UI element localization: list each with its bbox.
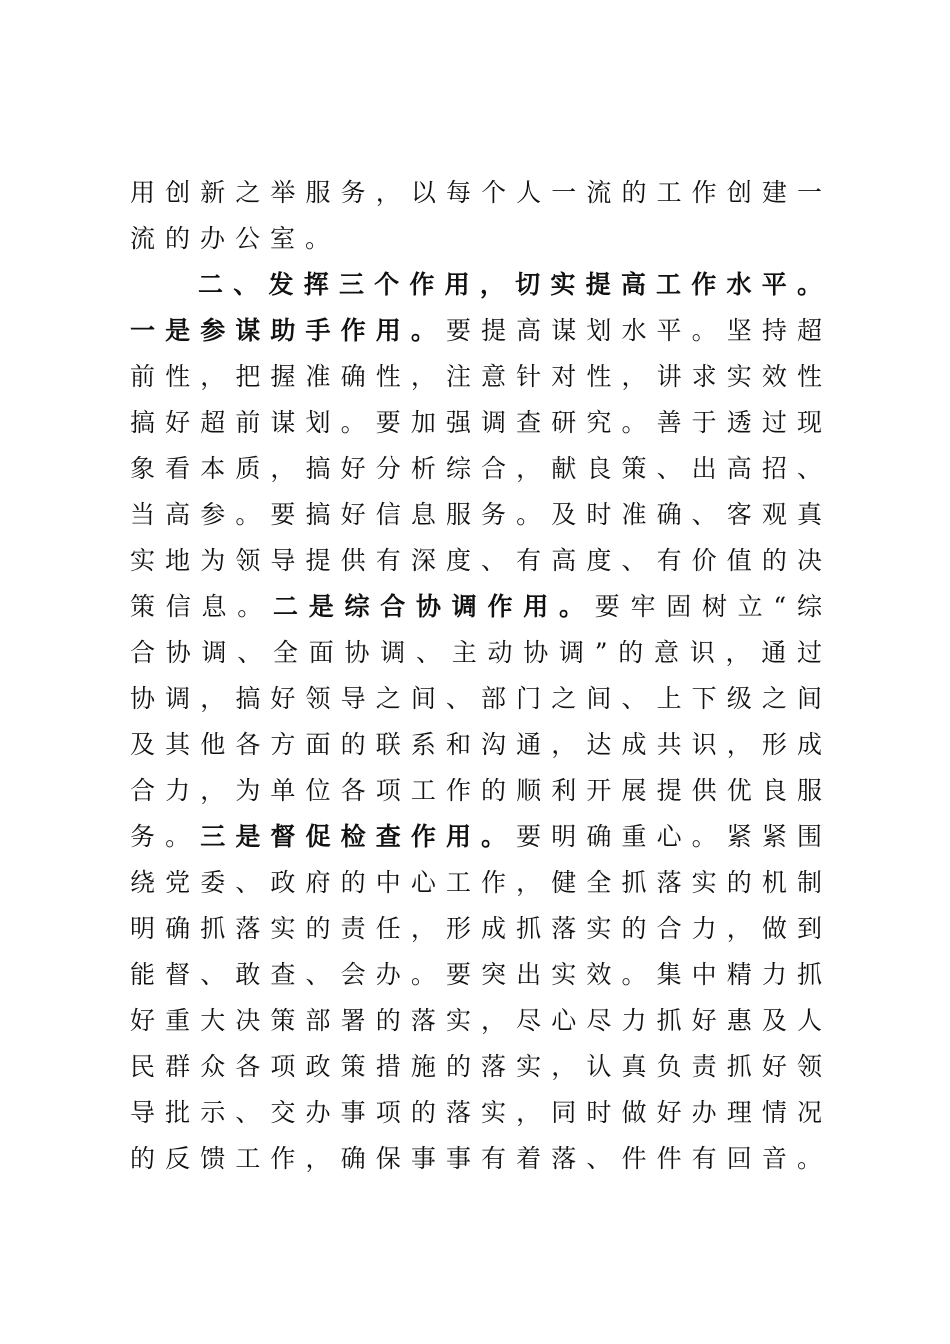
text-line-18 — [130, 952, 822, 998]
text-line-2 — [130, 216, 822, 262]
text-segment: 象看本质，搞好分析综合，献良策、出高招、 — [130, 454, 822, 483]
text-line-12 — [130, 676, 822, 722]
text-segment: 当高参。要搞好信息服务。及时准确、客观真 — [130, 500, 822, 529]
text-segment: 合力，为单位各项工作的顺利开展提供优良服 — [130, 776, 822, 805]
text-segment: 务。 — [130, 822, 201, 851]
text-line-13 — [130, 722, 822, 768]
text-segment: 协调，搞好领导之间、部门之间、上下级之间 — [130, 684, 822, 713]
text-line-22 — [130, 1136, 822, 1182]
text-line-9 — [130, 538, 822, 584]
text-segment: 前性，把握准确性，注意针对性，讲求实效性 — [130, 362, 822, 391]
text-line-17 — [130, 906, 822, 952]
text-line-14 — [130, 768, 822, 814]
text-segment: 绕党委、政府的中心工作，健全抓落实的机制 — [130, 868, 822, 897]
text-segment: 策信息。 — [130, 592, 273, 621]
text-line-11 — [130, 630, 822, 676]
subheading-text: 三是督促检查作用。 — [200, 822, 517, 851]
text-segment: 实地为领导提供有深度、有高度、有价值的决 — [130, 546, 822, 575]
text-segment: 民群众各项政策措施的落实，认真负责抓好领 — [130, 1052, 822, 1081]
text-segment: 及其他各方面的联系和沟通，达成共识，形成 — [130, 730, 822, 759]
text-line-21 — [130, 1090, 822, 1136]
text-segment: 合协调、全面协调、主动协调”的意识，通过 — [130, 638, 822, 667]
text-segment: 要明确重心。紧紧围 — [516, 822, 822, 851]
text-segment: 要提高谋划水平。坚持超 — [445, 316, 822, 345]
text-line-20 — [130, 1044, 822, 1090]
text-segment: 导批示、交办事项的落实，同时做好办理情况 — [130, 1098, 822, 1127]
text-segment: 好重大决策部署的落实，尽心尽力抓好惠及人 — [130, 1006, 822, 1035]
text-line-6 — [130, 400, 822, 446]
heading-text: 二、发挥三个作用，切实提高工作水平。 — [198, 270, 822, 299]
text-line-1 — [130, 170, 822, 216]
text-line-7 — [130, 446, 822, 492]
text-segment: 的反馈工作，确保事事有着落、件件有回音。 — [130, 1144, 822, 1173]
text-segment: 流的办公室。 — [130, 224, 341, 253]
text-line-8 — [130, 492, 822, 538]
text-line-15 — [130, 814, 822, 860]
text-line-5 — [130, 354, 822, 400]
text-segment: 用创新之举服务，以每个人一流的工作创建一 — [130, 178, 822, 207]
text-segment: 要牢固树立“综 — [594, 592, 822, 621]
subheading-text: 一是参谋助手作用。 — [130, 316, 446, 345]
subheading-text: 二是综合协调作用。 — [272, 592, 595, 621]
text-line-16 — [130, 860, 822, 906]
text-line-19 — [130, 998, 822, 1044]
text-segment: 能督、敢查、会办。要突出实效。集中精力抓 — [130, 960, 822, 989]
text-line-10 — [130, 584, 822, 630]
section-heading — [198, 262, 822, 308]
text-line-4 — [130, 308, 822, 354]
text-segment: 搞好超前谋划。要加强调查研究。善于透过现 — [130, 408, 822, 437]
text-segment: 明确抓落实的责任，形成抓落实的合力，做到 — [130, 914, 822, 943]
